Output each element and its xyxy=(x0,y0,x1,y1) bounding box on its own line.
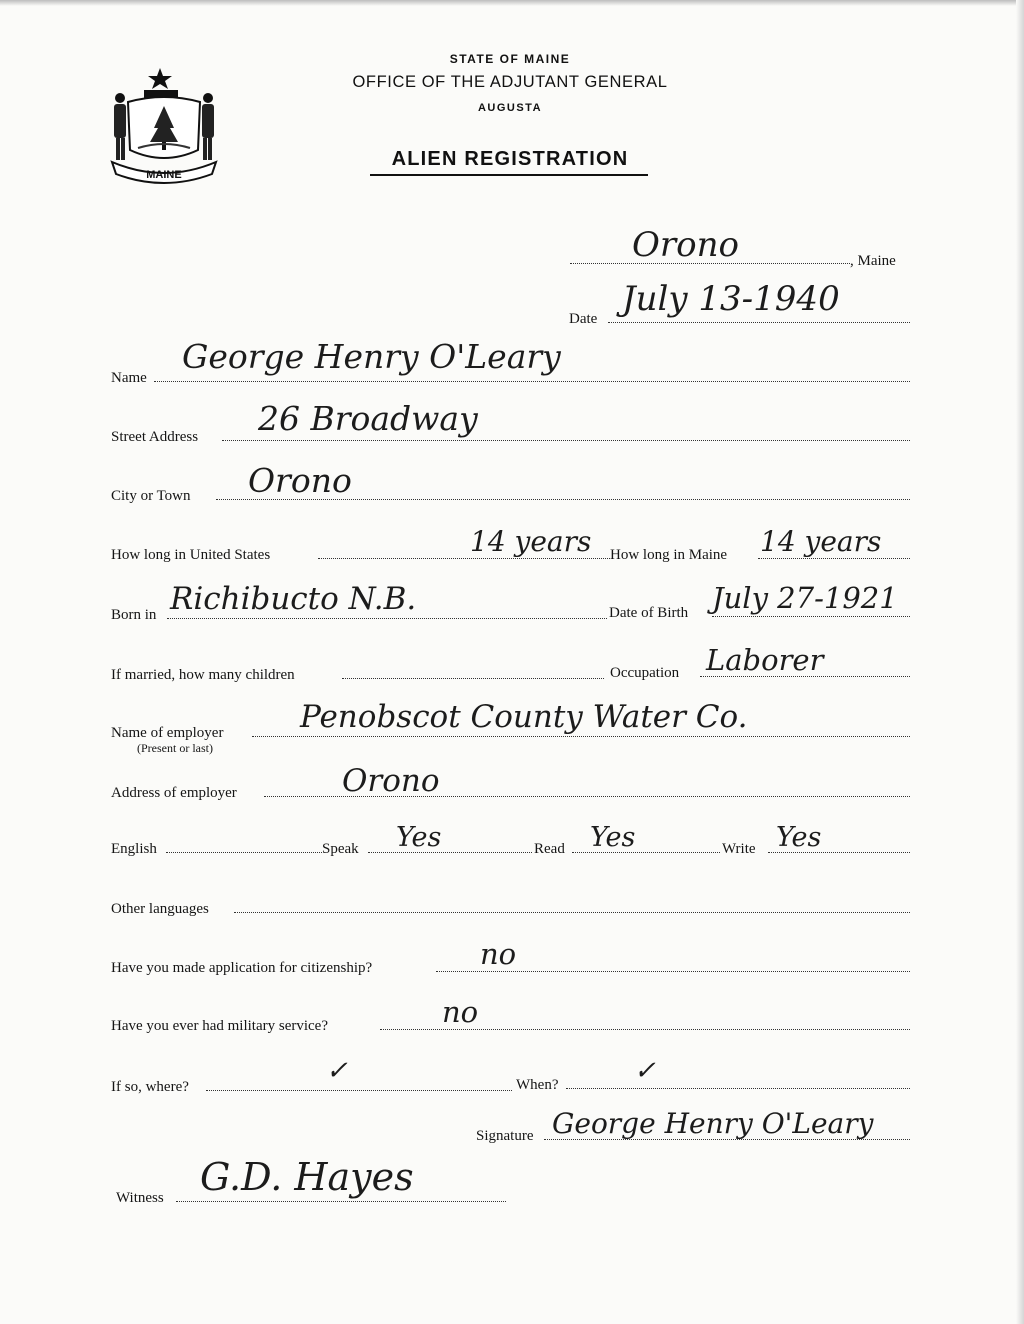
where-value: ✓ xyxy=(326,1056,348,1086)
dob-value: July 27-1921 xyxy=(712,581,898,615)
us-duration-label: How long in United States xyxy=(111,547,271,563)
write-value: Yes xyxy=(776,822,822,853)
signature-value: George Henry O'Leary xyxy=(552,1107,874,1140)
city-value: Orono xyxy=(248,461,352,500)
read-value: Yes xyxy=(590,822,636,853)
header-city: AUGUSTA xyxy=(477,102,543,114)
header-state: STATE OF MAINE xyxy=(449,52,571,66)
street-line xyxy=(222,440,910,441)
speak-value: Yes xyxy=(396,822,442,853)
where-line xyxy=(206,1090,512,1091)
date-line xyxy=(608,322,910,323)
date-value: July 13-1940 xyxy=(622,279,840,319)
english-line xyxy=(166,852,322,853)
name-value: George Henry O'Leary xyxy=(182,337,561,376)
english-label: English xyxy=(111,841,157,857)
other-languages-label: Other languages xyxy=(111,901,209,917)
place-suffix: , Maine xyxy=(850,253,896,269)
citizenship-value: no xyxy=(480,937,517,971)
scan-top-edge xyxy=(0,0,1024,6)
employer-value: Penobscot County Water Co. xyxy=(300,699,748,735)
us-duration-value: 14 years xyxy=(470,525,592,558)
employer-line xyxy=(252,736,910,737)
birthplace-line xyxy=(167,618,607,619)
when-line xyxy=(566,1088,910,1089)
speak-label: Speak xyxy=(322,841,359,857)
military-line xyxy=(380,1029,910,1030)
military-value: no xyxy=(442,995,479,1029)
where-label: If so, where? xyxy=(111,1079,189,1095)
occupation-label: Occupation xyxy=(610,665,680,681)
employer-address-label: Address of employer xyxy=(111,785,237,801)
when-value: ✓ xyxy=(634,1056,656,1086)
scan-right-edge xyxy=(1016,0,1024,1324)
witness-line xyxy=(176,1201,506,1202)
citizenship-label: Have you made application for citizenship? xyxy=(111,960,373,976)
children-label: If married, how many children xyxy=(111,667,295,683)
place-value: Orono xyxy=(632,225,739,265)
maine-duration-line xyxy=(758,558,910,559)
occupation-value: Laborer xyxy=(706,643,824,677)
street-label: Street Address xyxy=(111,429,199,445)
name-line xyxy=(154,381,910,382)
when-label: When? xyxy=(516,1077,559,1093)
header-office: OFFICE OF THE ADJUTANT GENERAL xyxy=(352,73,668,91)
employer-label: Name of employer xyxy=(111,725,224,741)
signature-label: Signature xyxy=(476,1128,534,1144)
us-duration-line xyxy=(318,558,610,559)
dob-line xyxy=(712,616,910,617)
witness-value: G.D. Hayes xyxy=(200,1155,414,1199)
witness-label: Witness xyxy=(116,1190,164,1206)
birthplace-value: Richibucto N.B. xyxy=(170,581,417,617)
street-value: 26 Broadway xyxy=(258,399,478,438)
city-label: City or Town xyxy=(111,488,191,504)
seal-motto: MAINE xyxy=(146,169,182,181)
children-line xyxy=(342,678,604,679)
employer-address-value: Orono xyxy=(342,763,440,799)
birthplace-label: Born in xyxy=(111,607,157,623)
read-label: Read xyxy=(534,841,565,857)
maine-duration-value: 14 years xyxy=(760,525,882,558)
military-label: Have you ever had military service? xyxy=(111,1018,328,1034)
maine-state-seal-icon xyxy=(108,62,220,186)
title-underline xyxy=(370,174,648,176)
write-label: Write xyxy=(722,841,756,857)
form-title: ALIEN REGISTRATION xyxy=(391,148,629,170)
maine-duration-label: How long in Maine xyxy=(610,547,728,563)
employer-sublabel: (Present or last) xyxy=(137,741,213,755)
speak-line xyxy=(368,852,532,853)
other-languages-line xyxy=(234,912,910,913)
name-label: Name xyxy=(111,370,147,386)
dob-label: Date of Birth xyxy=(609,605,689,621)
date-label: Date xyxy=(569,311,598,327)
citizenship-line xyxy=(436,971,910,972)
